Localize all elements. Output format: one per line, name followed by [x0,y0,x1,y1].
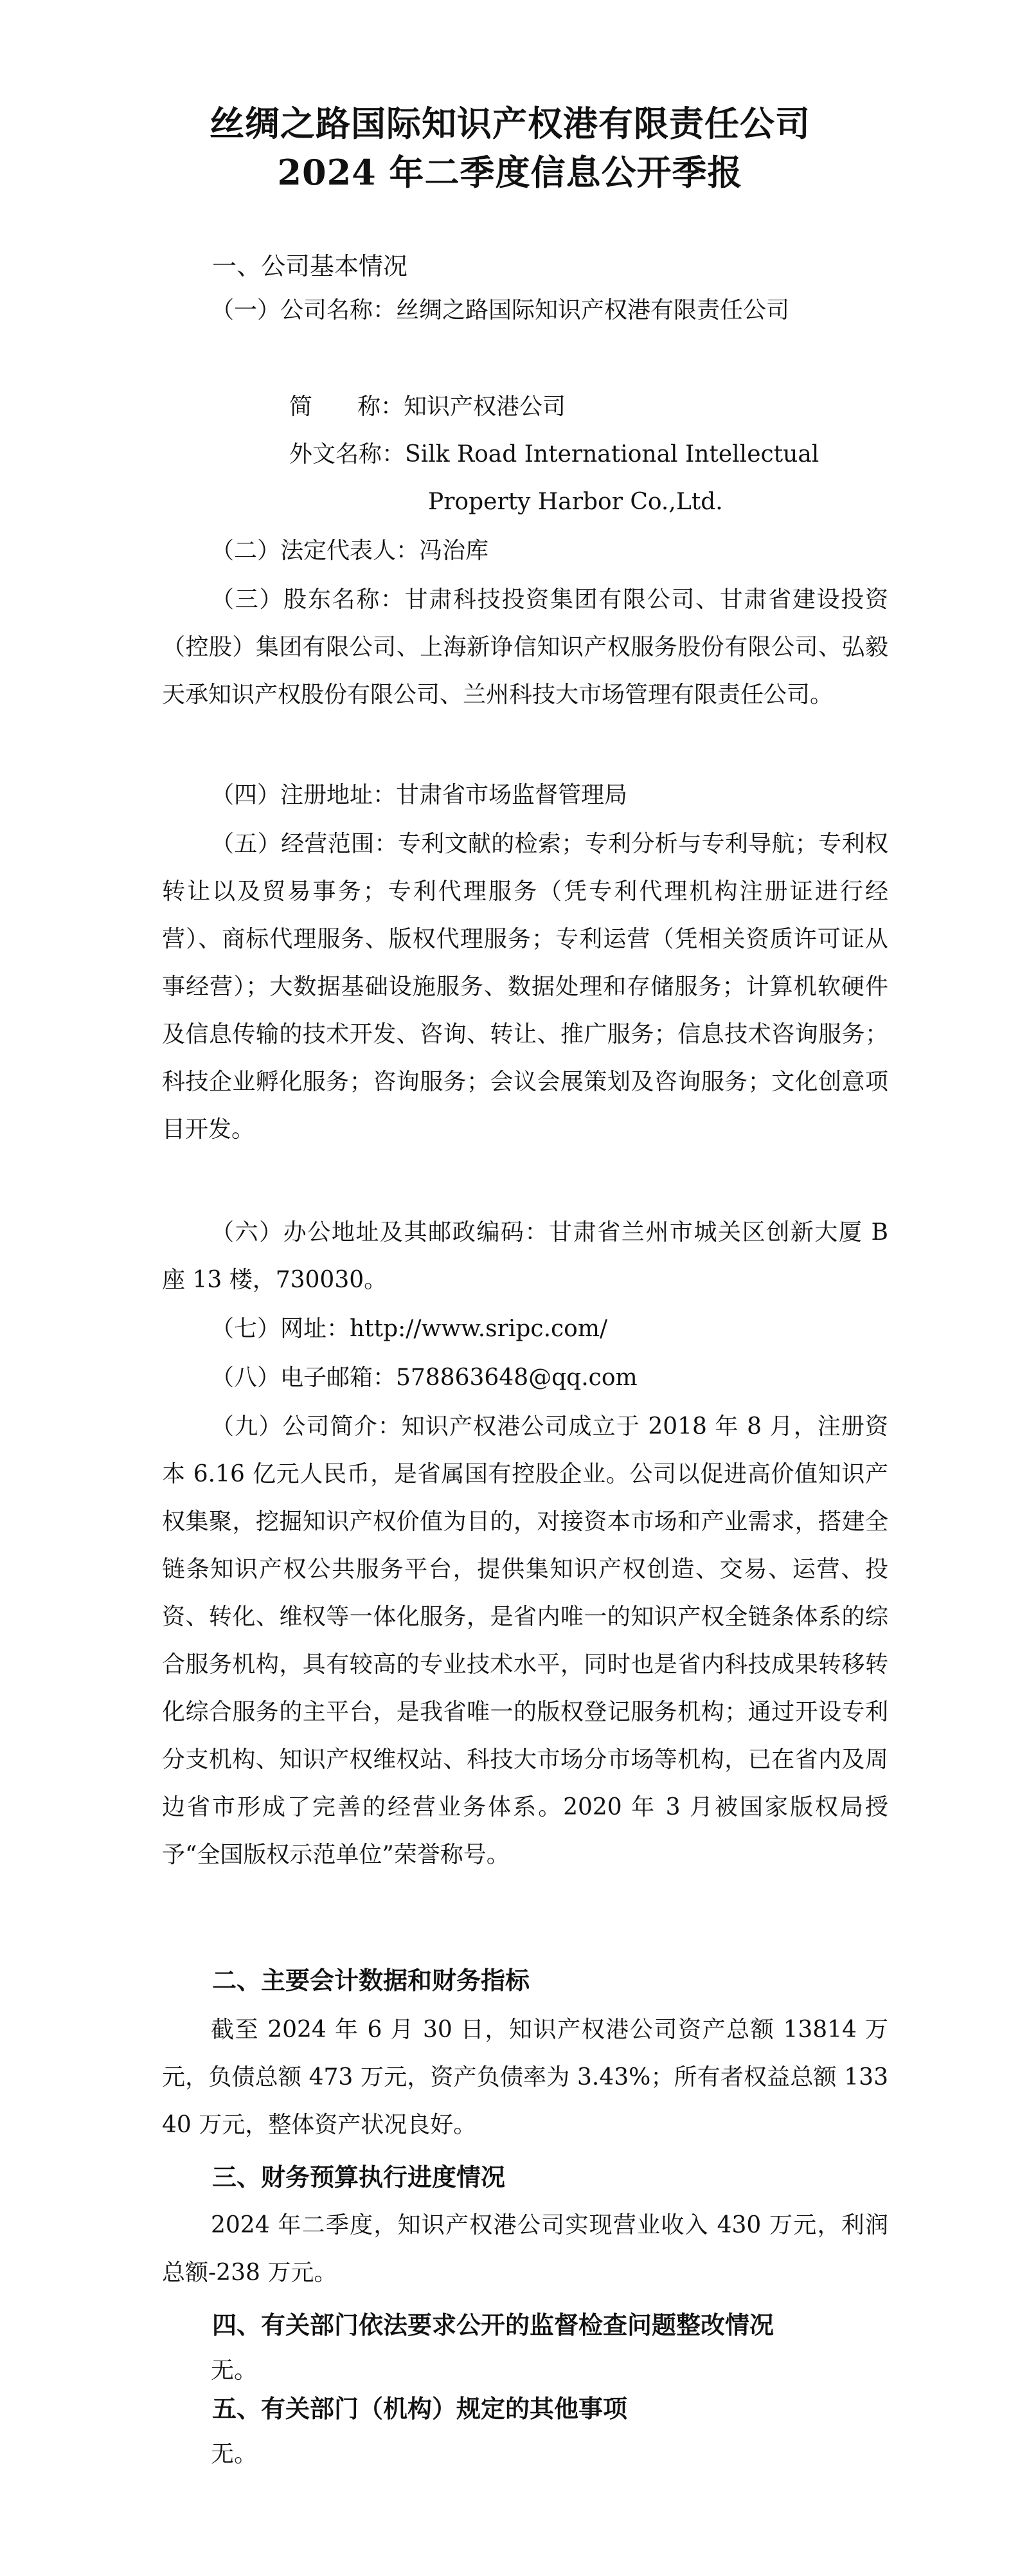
section-2-body: 截至 2024 年 6 月 30 日，知识产权港公司资产总额 13814 万元，负债总额 473 万元，资产负债率为 3.43%；所有者权益总额 13340 万元，整体资产状况良好。 [162,2017,888,2138]
section-5-body: 无。 [211,2441,258,2467]
document-title-line-1: 丝绸之路国际知识产权港有限责任公司 [210,103,810,144]
abbreviation-label-first: 简 [289,394,313,420]
section-5-heading: 五、有关部门（机构）规定的其他事项 [212,2395,628,2423]
foreign-name-value-line-1: Silk Road International Intellectual [405,441,819,467]
foreign-name-row [289,431,819,478]
company-name-paragraph: （一）公司名称：丝绸之路国际知识产权港有限责任公司 [211,297,790,323]
document-title-line-2: 2024 年二季度信息公开季报 [277,152,743,193]
company-profile-paragraph: （九）公司简介：知识产权港公司成立于 2018 年 8 月，注册资本 6.16 亿元人民币，是省属国有控股企业。公司以促进高价值知识产权集聚，挖掘知识产权价值为目的，对接资本市场和产业需求，搭建全链条知识产权公共服务平台，提供集知识产权创造、交易、运营、投资、转化、维权等一体化服务，是省内唯一的知识产权全链条体系的综合服务机构，具有较高的专业技术水平，同时也是省内科技成果转移转化综合服务的主平台，是我省唯一的版权登记服务机构；通过开设专利分支机构、知识产权维权站、科技大市场分市场等机构，已在省内及周边省市形成了完善的经营业务体系。2020 年 3 月被国家版权局授予“全国版权示范单位”荣誉称号。 [162,1413,888,1868]
abbreviation-value: 知识产权港公司 [404,394,566,420]
abbreviation-row [289,383,566,431]
registered-address-paragraph: （四）注册地址：甘肃省市场监督管理局 [211,782,628,808]
foreign-name-label: 外文名称： [289,441,406,467]
abbreviation-label-second: 称： [357,394,404,420]
business-scope-paragraph: （五）经营范围：专利文献的检索；专利分析与专利导航；专利权转让以及贸易事务；专利代理服务（凭专利代理机构注册证进行经营）、商标代理服务、版权代理服务；专利运营（凭相关资质许可证从事经营）；大数据基础设施服务、数据处理和存储服务；计算机软硬件及信息传输的技术开发、咨询、转让、推广服务；信息技术咨询服务；科技企业孵化服务；咨询服务；会议会展策划及咨询服务；文化创意项目开发。 [162,831,888,1143]
email-paragraph: （八）电子邮箱：578863648@qq.com [211,1365,638,1391]
section-3-heading: 三、财务预算执行进度情况 [212,2163,506,2191]
section-3-body: 2024 年二季度，知识产权港公司实现营业收入 430 万元，利润总额-238 万元。 [162,2212,888,2286]
section-2-heading: 二、主要会计数据和财务指标 [212,1966,530,1995]
shareholders-paragraph: （三）股东名称：甘肃科技投资集团有限公司、甘肃省建设投资（控股）集团有限公司、上海新诤信知识产权服务股份有限公司、弘毅天承知识产权股份有限公司、兰州科技大市场管理有限责任公司。 [162,586,888,708]
foreign-name-value-line-2: Property Harbor Co.,Ltd. [428,489,723,515]
legal-representative-paragraph: （二）法定代表人：冯治库 [211,538,489,564]
section-1-heading: 一、公司基本情况 [212,252,408,280]
website-paragraph: （七）网址：http://www.sripc.com/ [211,1316,608,1342]
office-address-paragraph: （六）办公地址及其邮政编码：甘肃省兰州市城关区创新大厦 B 座 13 楼，730030。 [162,1219,888,1293]
section-4-body: 无。 [211,2357,258,2384]
section-4-heading: 四、有关部门依法要求公开的监督检查问题整改情况 [212,2311,774,2339]
